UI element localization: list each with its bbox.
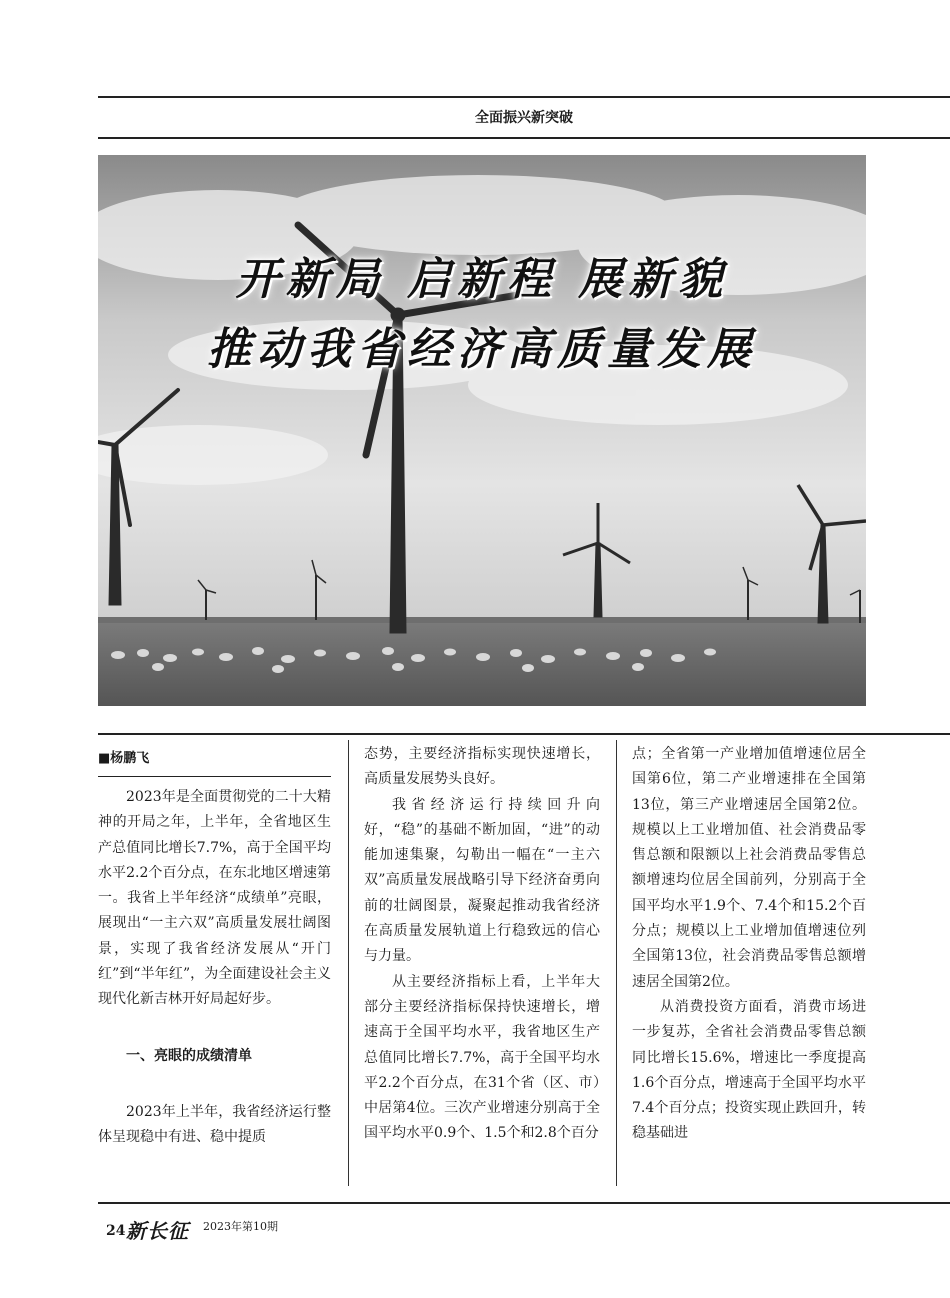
- paragraph: 从消费投资方面看，消费市场进一步复苏，全省社会消费品零售总额同比增长15.6%，增速比一季度提高1.6个百分点，增速高于全国平均水平7.4个百分点；投资实现止跌回升，转稳基础进: [632, 998, 866, 1142]
- column-divider: [348, 740, 349, 1186]
- banner-photo: [98, 155, 866, 706]
- paragraph: 从主要经济指标上看，上半年大部分主要经济指标保持快速增长，增速高于全国平均水平，我省地区生产总值同比增长7.7%，高于全国平均水平2.2个百分点，在31个省（区、市）中居第4位。三次产业增速分别高于全国平均水平0.9个、1.5个和2.8个百分: [364, 973, 600, 1142]
- article-top-rule: [98, 733, 950, 735]
- column-divider: [616, 740, 617, 1186]
- issue-label: 2023年第10期: [203, 1220, 278, 1233]
- article-column-3: [632, 742, 866, 1147]
- header-rule: [98, 137, 950, 139]
- banner-title-line-2: 推动我省经济高质量发展: [207, 324, 757, 375]
- paragraph: 态势，主要经济指标实现快速增长，高质量发展势头良好。: [364, 746, 600, 788]
- section-header: 全面振兴新突破: [475, 110, 573, 126]
- paragraph: 我省经济运行持续回升向好，“稳”的基础不断加固，“进”的动能加速集聚，勾勒出一幅在“一主六双”高质量发展战略引导下经济奋勇向前的壮阔图景，凝聚起推动我省经济在高质量发展轨道上行稳致远的信心与力量。: [364, 796, 600, 965]
- page-number: 24: [106, 1223, 126, 1239]
- section-heading: 一、亮眼的成绩清单: [126, 1047, 252, 1064]
- footer-rule: [98, 1202, 950, 1204]
- top-rule: [98, 96, 950, 98]
- author-byline: ■杨鹏飞: [98, 742, 331, 777]
- paragraph: 2023年上半年，我省经济运行整体呈现稳中有进、稳中提质: [98, 1103, 331, 1146]
- magazine-name: 新长征: [126, 1219, 189, 1243]
- paragraph: 点；全省第一产业增加值增速位居全国第6位，第二产业增速排在全国第13位，第三产业增速居全国第2位。规模以上工业增加值、社会消费品零售总额和限额以上社会消费品零售总额增速均位居全国前列，分别高于全国平均水平1.9个、7.4个和15.2个百分点；规模以上工业增加值增速位列全国第13位，社会消费品零售总额增速居全国第2位。: [632, 746, 866, 990]
- wind-farm-illustration: [98, 155, 866, 706]
- article-column-2: [364, 742, 600, 1147]
- banner-title-line-1: 开新局 启新程 展新貌: [235, 254, 729, 305]
- paragraph: 2023年是全面贯彻党的二十大精神的开局之年，上半年，全省地区生产总值同比增长7.7%，高于全国平均水平2.2个百分点，在东北地区增速第一。我省上半年经济“成绩单”亮眼，展现出“一主六双”高质量发展壮阔图景，实现了我省经济发展从“开门红”到“半年红”，为全面建设社会主义现代化新吉林开好局起好步。: [98, 789, 331, 1008]
- grassland: [98, 623, 866, 706]
- article-column-1: [98, 742, 331, 1151]
